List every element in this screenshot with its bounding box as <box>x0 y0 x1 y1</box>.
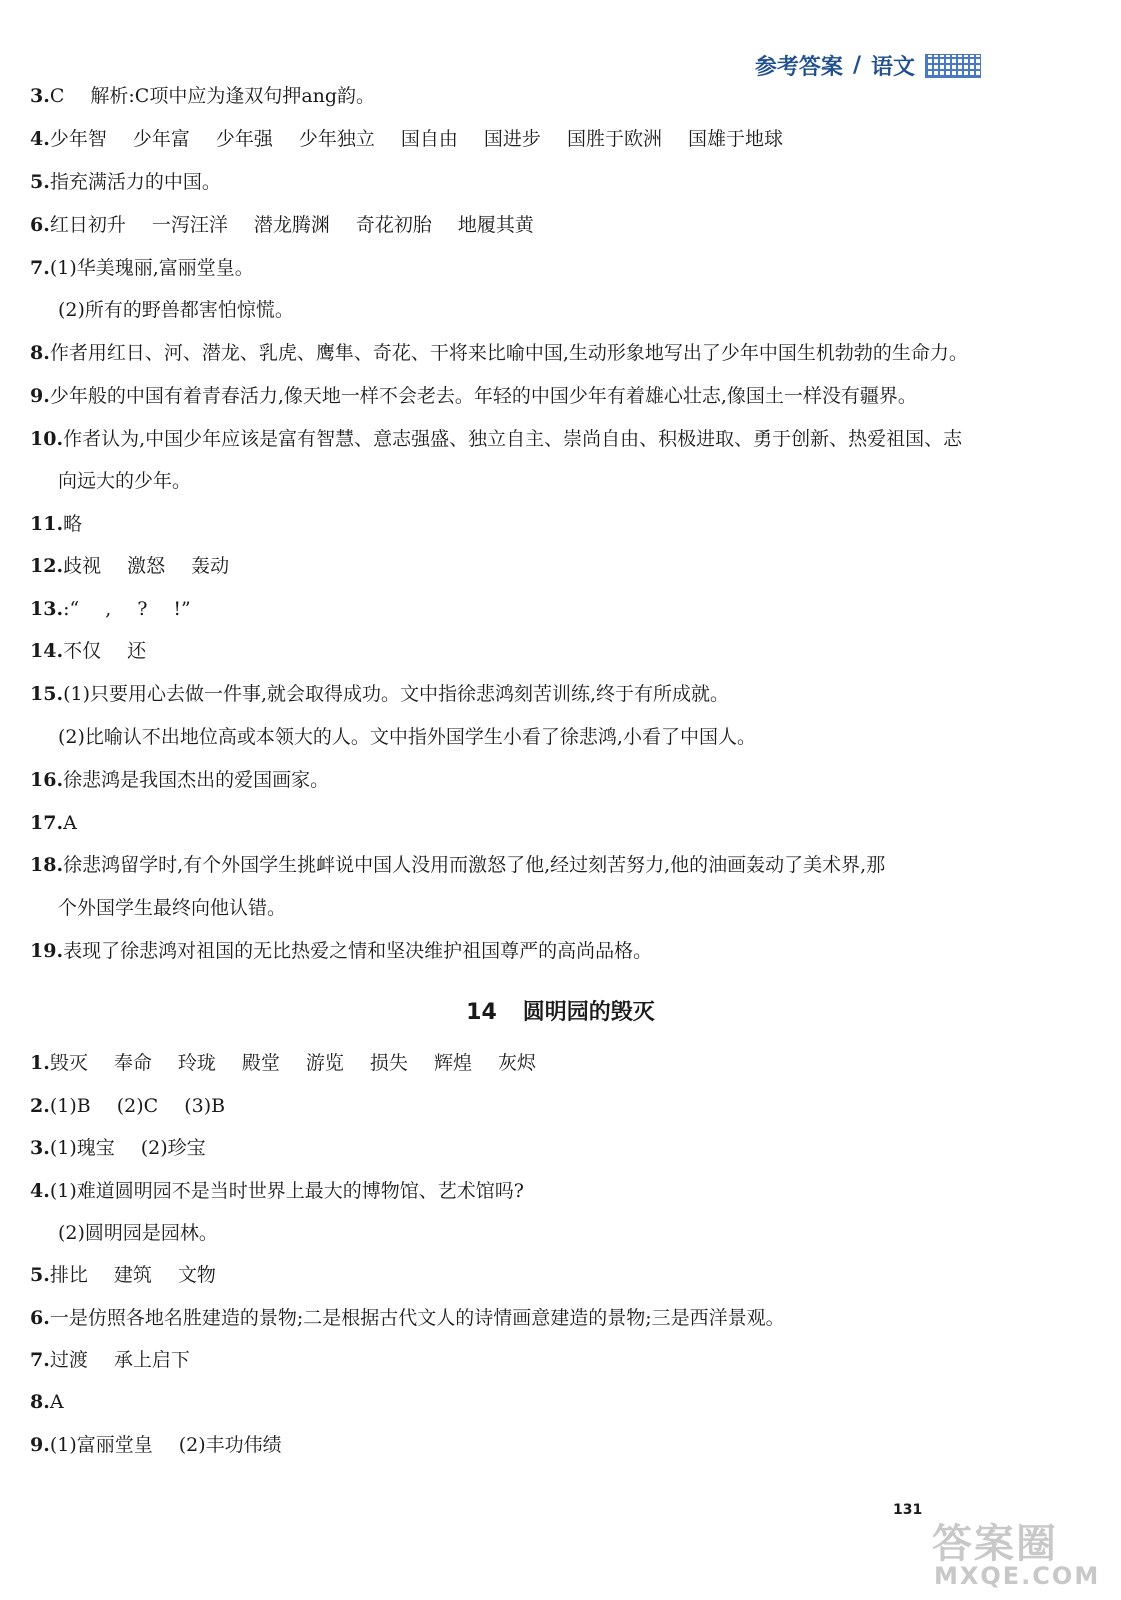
answer-text: , <box>105 598 112 620</box>
answer-line <box>30 638 172 664</box>
answer-number: 2. <box>30 1095 50 1117</box>
answer-number: 9. <box>30 1434 50 1456</box>
answer-number: 8. <box>30 1391 50 1413</box>
answer-number: 16. <box>30 769 64 791</box>
answer-text: 作者用红日、河、潜龙、乳虎、鹰隼、奇花、干将来比喻中国,生动形象地写出了少年中国生机勃勃的生命力。 <box>49 342 968 364</box>
answer-text: 指充满活力的中国。 <box>49 171 221 193</box>
answer-text: !” <box>173 598 191 620</box>
answer-text: 向远大的少年。 <box>58 470 192 492</box>
answer-line <box>30 255 280 281</box>
answer-text: 地履其黄 <box>457 214 534 236</box>
answer-number: 11. <box>30 513 64 535</box>
answer-number: 5. <box>30 171 50 193</box>
answer-text: 损失 <box>369 1052 408 1074</box>
answer-text: 红日初升 <box>49 214 126 236</box>
answer-text: 歧视 <box>63 555 102 577</box>
answer-number: 5. <box>30 1264 50 1286</box>
answer-text: 潜龙腾渊 <box>253 214 330 236</box>
answer-number: 1. <box>30 1052 50 1074</box>
answer-text: 不仅 <box>63 640 102 662</box>
answer-text: 奇花初胎 <box>355 214 432 236</box>
answer-line <box>30 1262 242 1288</box>
answer-line <box>30 340 994 366</box>
answer-text: 少年智 <box>49 128 107 150</box>
answer-line <box>30 553 255 579</box>
answer-text: 排比 <box>49 1264 88 1286</box>
answer-line <box>58 297 320 323</box>
answer-number: 9. <box>30 385 50 407</box>
answer-text: (1)B <box>49 1095 91 1117</box>
answer-text: 辉煌 <box>433 1052 472 1074</box>
answer-text: (1)只要用心去做一件事,就会取得成功。文中指徐悲鸿刻苦训练,终于有所成就。 <box>63 683 730 705</box>
answer-number: 3. <box>30 1137 50 1159</box>
watermark-en: MXQE.COM <box>934 1562 1101 1590</box>
answer-line <box>30 1135 232 1161</box>
answer-number: 17. <box>30 812 64 834</box>
answer-text: 个外国学生最终向他认错。 <box>58 897 287 919</box>
answer-text: 一是仿照各地名胜建造的景物;二是根据古代文人的诗情画意建造的景物;三是西洋景观。 <box>49 1307 785 1329</box>
answer-text: (2)珍宝 <box>140 1137 206 1159</box>
answer-line <box>30 1347 216 1373</box>
answer-text: 殿堂 <box>241 1052 280 1074</box>
answer-text: A <box>63 812 77 834</box>
answer-number: 4. <box>30 128 50 150</box>
answer-line <box>30 681 755 707</box>
grid-decoration-icon <box>925 54 981 78</box>
answer-number: 6. <box>30 1307 50 1329</box>
answer-number: 7. <box>30 1349 50 1371</box>
answer-number: 15. <box>30 683 64 705</box>
answer-text: (2)C <box>116 1095 159 1117</box>
answer-text: A <box>49 1391 64 1413</box>
answer-number: 7. <box>30 257 50 279</box>
answer-text: 一泻汪洋 <box>151 214 228 236</box>
header-title: 参考答案 <box>754 55 843 80</box>
answer-text: 激怒 <box>127 555 166 577</box>
answer-number: 14. <box>30 640 64 662</box>
answer-text: 作者认为,中国少年应该是富有智慧、意志强盛、独立自主、崇尚自由、积极进取、勇于创新、热爱祖国、志 <box>63 428 963 450</box>
answer-number: 8. <box>30 342 50 364</box>
page-number: 131 <box>893 1502 923 1518</box>
header-separator: / <box>852 53 861 78</box>
answer-text: 承上启下 <box>113 1349 190 1371</box>
answer-number: 12. <box>30 555 64 577</box>
answer-line <box>30 596 217 622</box>
answer-text: 游览 <box>305 1052 344 1074</box>
answer-number: 13. <box>30 598 64 620</box>
answer-text: 建筑 <box>113 1264 152 1286</box>
header-subject: 语文 <box>870 55 915 80</box>
page-header <box>755 50 981 81</box>
answer-line <box>58 724 782 750</box>
answer-number: 3. <box>30 85 50 107</box>
answer-text: (2)丰功伟绩 <box>178 1434 282 1456</box>
answer-line <box>30 810 103 836</box>
answer-text: 奉命 <box>113 1052 152 1074</box>
section-number: 14 <box>466 1000 497 1025</box>
watermark-logo <box>928 1512 1108 1592</box>
answer-text: (1)难道圆明园不是当时世界上最大的博物馆、艺术馆吗? <box>49 1180 524 1202</box>
answer-text: ? <box>137 598 148 620</box>
answer-text: 毁灭 <box>49 1052 88 1074</box>
answer-text: 国胜于欧洲 <box>566 128 662 150</box>
answer-text: 少年般的中国有着青春活力,像天地一样不会老去。年轻的中国少年有着雄心壮志,像国土一样没有疆界。 <box>49 385 917 407</box>
answer-text: (2)圆明园是园林。 <box>58 1222 218 1244</box>
answer-text: 过渡 <box>49 1349 88 1371</box>
answer-text: (1)华美瑰丽,富丽堂皇。 <box>49 257 254 279</box>
section-heading <box>0 995 1121 1026</box>
answer-text: 文物 <box>177 1264 216 1286</box>
answer-text: 表现了徐悲鸿对祖国的无比热爱之情和坚决维护祖国尊严的高尚品格。 <box>63 940 653 962</box>
answer-text: 少年独立 <box>298 128 375 150</box>
answer-line <box>30 1432 308 1458</box>
answer-text: 徐悲鸿是我国杰出的爱国画家。 <box>63 769 330 791</box>
answer-line <box>30 938 678 964</box>
answer-line <box>30 1305 811 1331</box>
watermark-cn: 答案圈 <box>932 1521 1058 1567</box>
answer-line <box>30 1178 550 1204</box>
answer-text: 国进步 <box>483 128 541 150</box>
answer-line <box>30 126 809 152</box>
answer-line <box>30 852 911 878</box>
answer-text: 玲珑 <box>177 1052 216 1074</box>
answer-line <box>30 426 988 452</box>
answer-text: (1)富丽堂皇 <box>49 1434 153 1456</box>
answer-text: 国自由 <box>400 128 458 150</box>
section-title: 圆明园的毁灭 <box>522 1000 655 1025</box>
answer-line <box>58 1220 244 1246</box>
answer-text: C <box>49 85 65 107</box>
answer-text: (3)B <box>184 1095 226 1117</box>
answer-number: 18. <box>30 854 64 876</box>
answer-text: 还 <box>127 640 147 662</box>
answer-line <box>30 83 401 109</box>
answer-text: (2)比喻认不出地位高或本领大的人。文中指外国学生小看了徐悲鸿,小看了中国人。 <box>58 726 756 748</box>
answer-line <box>30 169 247 195</box>
answer-text: 解析:C项中应为逢双句押ang韵。 <box>90 85 376 107</box>
answer-text: 灰烬 <box>497 1052 536 1074</box>
answer-text: 少年富 <box>132 128 190 150</box>
answer-number: 10. <box>30 428 64 450</box>
answer-text: :“ <box>63 598 80 620</box>
answer-text: (2)所有的野兽都害怕惊慌。 <box>58 299 294 321</box>
answer-number: 19. <box>30 940 64 962</box>
answer-line <box>58 895 312 921</box>
answer-text: 国雄于地球 <box>687 128 783 150</box>
answer-number: 6. <box>30 214 50 236</box>
answer-text: (1)瑰宝 <box>49 1137 115 1159</box>
answer-line <box>30 212 560 238</box>
answer-line <box>30 767 355 793</box>
answer-line <box>58 468 217 494</box>
answer-text: 略 <box>63 513 83 535</box>
answer-line <box>30 1389 90 1415</box>
answer-text: 少年强 <box>215 128 273 150</box>
answer-text: 轰动 <box>191 555 230 577</box>
answer-text: 徐悲鸿留学时,有个外国学生挑衅说中国人没用而激怒了他,经过刻苦努力,他的油画轰动了美术界,那 <box>63 854 886 876</box>
answer-number: 4. <box>30 1180 50 1202</box>
answer-line <box>30 383 943 409</box>
answer-line <box>30 511 108 537</box>
answer-line <box>30 1050 562 1076</box>
answer-line <box>30 1093 251 1119</box>
